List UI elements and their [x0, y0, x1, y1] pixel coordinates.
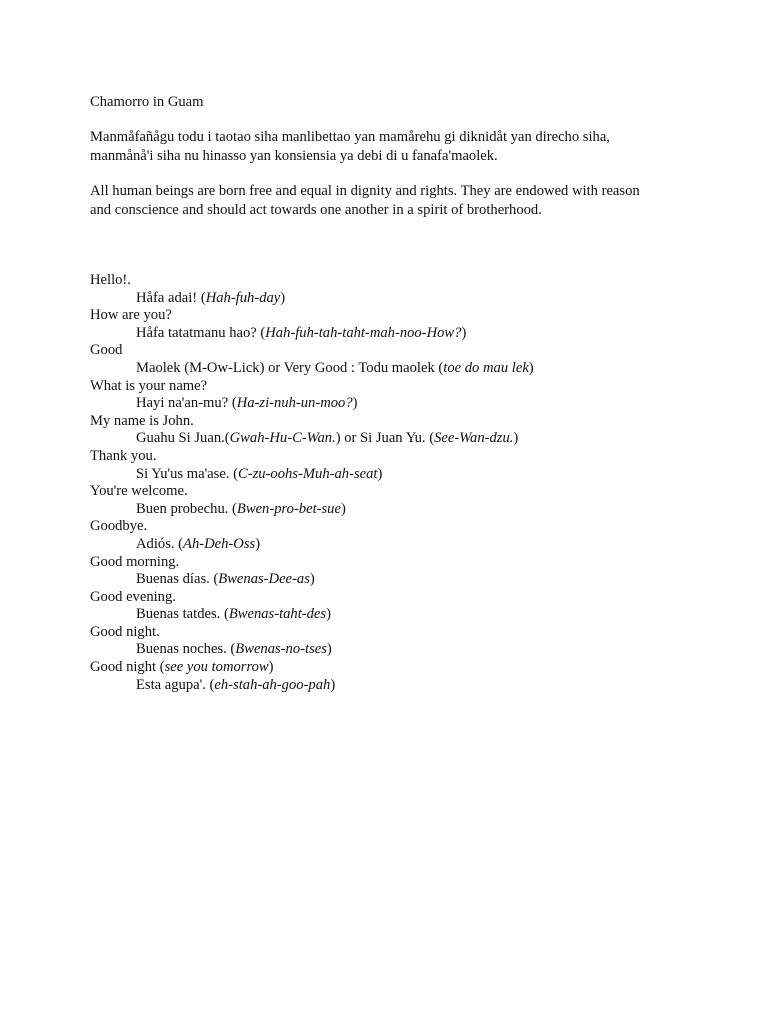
phrase-text: ) — [528, 359, 534, 376]
phrase-item — [90, 307, 690, 342]
phrase-text: ) — [461, 324, 467, 341]
pronunciation-text: Bwenas-no-tses — [235, 641, 327, 658]
phrase-item — [90, 589, 690, 624]
phrase-text: Buenas tatdes. ( — [136, 606, 229, 623]
chamorro-translation — [90, 641, 690, 659]
phrase-text: Si Yu'us ma'ase. ( — [136, 465, 238, 482]
phrase-text: Håfa tatatmanu hao? ( — [136, 324, 266, 341]
phrase-text: Goodbye. — [90, 518, 148, 535]
phrase-text: ) — [340, 500, 346, 517]
phrase-text: Buen probechu. ( — [136, 500, 237, 517]
phrase-item — [90, 378, 690, 413]
english-phrase — [90, 554, 690, 572]
paragraph-line: manmånå'i siha nu hinasso yan konsiensia ya debi di u fanafa'maolek. — [90, 147, 498, 164]
chamorro-translation — [90, 325, 690, 343]
phrase-text: ) — [352, 395, 358, 412]
phrase-text: Good evening. — [90, 588, 176, 605]
chamorro-translation — [90, 606, 690, 624]
phrase-text: ) — [309, 571, 315, 588]
phrase-text: Good — [90, 342, 123, 359]
pronunciation-text: Ah-Deh-Oss — [183, 535, 256, 552]
chamorro-translation — [90, 501, 690, 519]
paragraph-line: All human beings are born free and equal in dignity and rights. They are endowed with reason — [90, 183, 640, 199]
phrase-text: ) — [377, 465, 383, 482]
pronunciation-text: C-zu-oohs-Muh-ah-seat — [238, 465, 378, 482]
phrase-text: My name is John. — [90, 412, 194, 429]
english-phrase — [90, 624, 690, 642]
english-phrase — [90, 448, 690, 466]
phrase-text: Adiós. ( — [136, 535, 184, 552]
pronunciation-text: Bwenas-taht-des — [228, 606, 327, 623]
chamorro-translation — [90, 536, 690, 554]
pronunciation-text: Bwenas-Dee-as — [218, 571, 310, 588]
english-phrase — [90, 307, 690, 325]
phrase-item — [90, 448, 690, 483]
phrase-text: Good morning. — [90, 553, 180, 570]
phrase-text: Maolek (M-Ow-Lick) or Very Good : Todu maolek ( — [136, 359, 444, 376]
english-phrase — [90, 589, 690, 607]
pronunciation-text: Ha-zi-nuh-un-moo? — [236, 395, 353, 412]
phrase-text: What is your name? — [90, 377, 208, 394]
phrase-text: Good night. — [90, 623, 160, 640]
phrase-text: Esta agupa'. ( — [136, 676, 215, 693]
phrase-text: How are you? — [90, 307, 172, 324]
phrase-text: You're welcome. — [90, 483, 188, 500]
chamorro-declaration-paragraph — [90, 128, 690, 165]
phrase-text: ) — [330, 676, 336, 693]
pronunciation-text: Hah-fuh-tah-taht-mah-noo-How? — [265, 324, 462, 341]
phrase-text: Good night ( — [90, 659, 165, 676]
phrase-text: Hayi na'an-mu? ( — [136, 395, 237, 412]
paragraph-line: Manmåfañågu todu i taotao siha manlibettao yan mamårehu gi diknidåt yan direcho siha, — [90, 129, 610, 145]
phrase-text: Hello!. — [90, 272, 131, 288]
document-title: Chamorro in Guam — [90, 94, 204, 110]
phrase-item — [90, 659, 690, 694]
phrase-item — [90, 483, 690, 518]
pronunciation-text: Gwah-Hu-C-Wan. — [229, 430, 336, 447]
phrase-text: ) — [255, 535, 261, 552]
phrase-text: ) — [280, 289, 286, 306]
phrase-text: Buenas días. ( — [136, 571, 219, 588]
chamorro-translation — [90, 290, 690, 308]
phrase-item — [90, 342, 690, 377]
phrase-text: Thank you. — [90, 447, 157, 464]
phrase-text: Guahu Si Juan.( — [136, 430, 230, 447]
chamorro-translation — [90, 360, 690, 378]
phrase-text: ) — [513, 430, 519, 447]
phrase-item — [90, 624, 690, 659]
phrase-item — [90, 272, 690, 307]
english-phrase — [90, 483, 690, 501]
chamorro-translation — [90, 571, 690, 589]
chamorro-translation — [90, 395, 690, 413]
english-phrase — [90, 272, 690, 290]
english-declaration-paragraph — [90, 182, 690, 219]
english-phrase — [90, 378, 690, 396]
paragraph-line: and conscience and should act towards one another in a spirit of brotherhood. — [90, 201, 542, 218]
pronunciation-text: Bwen-pro-bet-sue — [236, 500, 341, 517]
pronunciation-text: Hah-fuh-day — [205, 289, 281, 306]
phrase-text: Håfa adai! ( — [136, 289, 206, 306]
english-phrase — [90, 342, 690, 360]
english-phrase — [90, 659, 690, 677]
pronunciation-text: See-Wan-dzu. — [434, 430, 514, 447]
phrase-text: ) — [326, 641, 332, 658]
chamorro-translation — [90, 677, 690, 695]
pronunciation-text: eh-stah-ah-goo-pah — [214, 676, 331, 693]
pronunciation-text: toe do mau lek — [443, 359, 529, 376]
phrase-list — [90, 272, 690, 694]
pronunciation-text: see you tomorrow — [164, 659, 269, 676]
phrase-text: ) or Si Juan Yu. ( — [335, 430, 435, 447]
phrase-item — [90, 518, 690, 553]
english-phrase — [90, 518, 690, 536]
chamorro-translation — [90, 466, 690, 484]
phrase-text: Buenas noches. ( — [136, 641, 236, 658]
phrase-item — [90, 554, 690, 589]
phrase-item — [90, 413, 690, 448]
chamorro-translation — [90, 430, 690, 448]
phrase-text: ) — [326, 606, 331, 623]
phrase-text: ) — [268, 659, 274, 676]
english-phrase — [90, 413, 690, 431]
